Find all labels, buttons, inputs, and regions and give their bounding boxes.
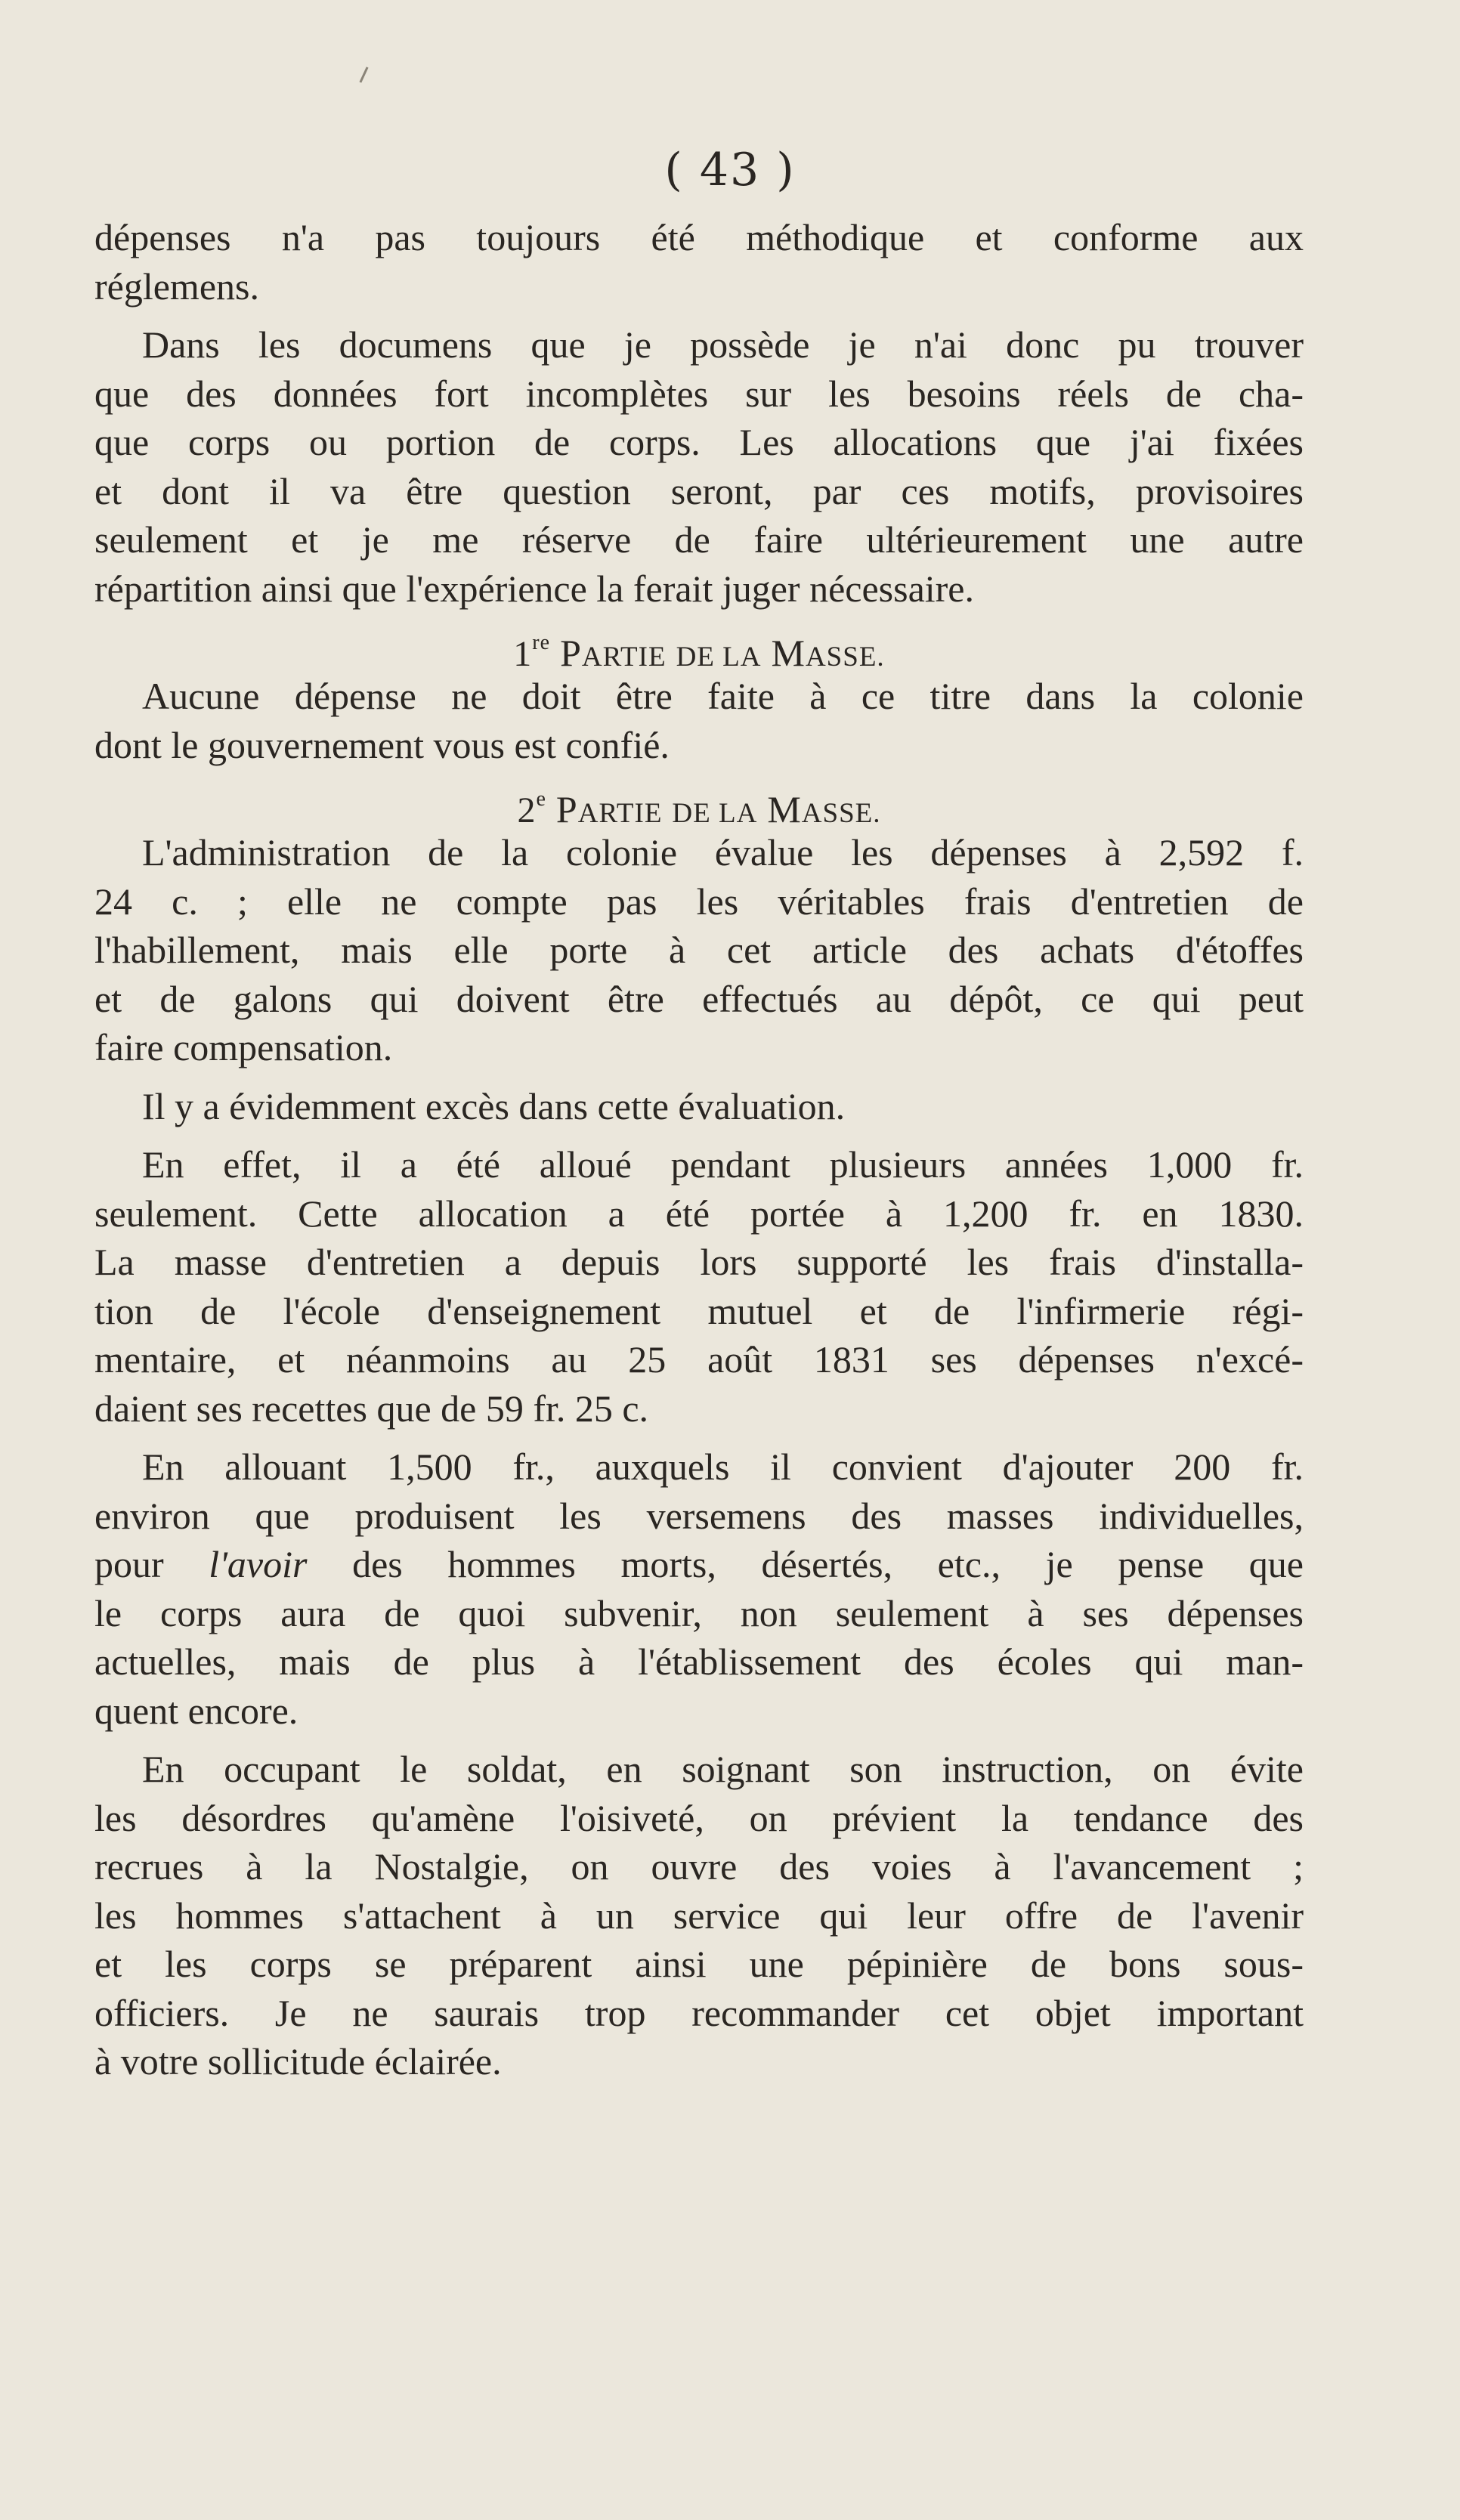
text-line: 24 c. ; elle ne compte pas les véritables frais d'entretien de bbox=[94, 880, 1304, 923]
heading-number: 1 bbox=[513, 634, 533, 674]
section-heading: 2e PARTIE DE LA MASSE. bbox=[517, 787, 881, 830]
paragraph bbox=[94, 213, 1304, 311]
text-line: et dont il va être question seront, par ces motifs, provisoires bbox=[94, 469, 1304, 512]
text-line: La masse d'entretien a depuis lors supporté les frais d'installa- bbox=[94, 1241, 1304, 1283]
text-line: seulement et je me réserve de faire ultérieurement une autre bbox=[94, 518, 1304, 561]
text-line: recrues à la Nostalgie, on ouvre des voies à l'avancement ; bbox=[94, 1845, 1304, 1888]
text-line: le corps aura de quoi subvenir, non seulement à ses dépenses bbox=[94, 1591, 1304, 1634]
text-line: officiers. Je ne saurais trop recommander cet objet important bbox=[94, 1991, 1304, 2034]
text-line: En occupant le soldat, en soignant son instruction, on évite bbox=[142, 1748, 1304, 1790]
text-line: et les corps se préparent ainsi une pépinière de bons sous- bbox=[94, 1943, 1304, 1985]
text-line: que des données fort incomplètes sur les besoins réels de cha- bbox=[94, 372, 1304, 415]
text-line: faire compensation. bbox=[94, 1026, 393, 1068]
text-line: tion de l'école d'enseignement mutuel et de l'infirmerie régi- bbox=[94, 1289, 1304, 1332]
heading-superscript: e bbox=[536, 787, 546, 811]
paragraph bbox=[94, 828, 1304, 1072]
paragraph bbox=[94, 1745, 1304, 2086]
paragraph bbox=[94, 672, 1304, 769]
text-line: Il y a évidemment excès dans cette évaluation. bbox=[142, 1084, 846, 1127]
paragraph bbox=[94, 1442, 1304, 1735]
text-line: daient ses recettes que de 59 fr. 25 c. bbox=[94, 1387, 649, 1430]
text-line: En effet, il a été alloué pendant plusieurs années 1,000 fr. bbox=[142, 1143, 1304, 1186]
text-line: que corps ou portion de corps. Les allocations que j'ai fixées bbox=[94, 421, 1304, 463]
paragraph bbox=[94, 1140, 1304, 1433]
text-line: actuelles, mais de plus à l'établissement des écoles qui man- bbox=[94, 1640, 1304, 1683]
section-heading: 1re PARTIE DE LA MASSE. bbox=[513, 631, 885, 674]
heading-superscript: re bbox=[532, 631, 551, 654]
text-line: Aucune dépense ne doit être faite à ce titre dans la colonie bbox=[142, 675, 1304, 717]
italic-term: l'avoir bbox=[209, 1543, 308, 1585]
text-line: répartition ainsi que l'expérience la ferait juger nécessaire. bbox=[94, 567, 974, 610]
text-line: l'habillement, mais elle porte à cet article des achats d'étoffes bbox=[94, 929, 1304, 971]
text-line: En allouant 1,500 fr., auxquels il convient d'ajouter 200 fr. bbox=[142, 1446, 1304, 1488]
text-line: pour l'avoir des hommes morts, désertés, etc., je pense que bbox=[94, 1543, 1304, 1585]
ink-mark bbox=[359, 66, 368, 82]
text-line: L'administration de la colonie évalue les dépenses à 2,592 f. bbox=[142, 831, 1304, 873]
heading-number: 2 bbox=[517, 790, 537, 830]
text-line: dépenses n'a pas toujours été méthodique et conforme aux bbox=[94, 216, 1304, 258]
text-line: Dans les documens que je possède je n'ai donc pu trouver bbox=[142, 323, 1304, 366]
text-line: les désordres qu'amène l'oisiveté, on prévient la tendance des bbox=[94, 1796, 1304, 1839]
paragraph bbox=[94, 320, 1304, 613]
text-line: dont le gouvernement vous est confié. bbox=[94, 723, 670, 766]
body-text bbox=[94, 213, 1304, 2086]
text-line: réglemens. bbox=[94, 264, 259, 308]
text-line: à votre sollicitude éclairée. bbox=[94, 2040, 502, 2082]
text-line: quent encore. bbox=[94, 1689, 298, 1732]
text-line: mentaire, et néanmoins au 25 août 1831 ses dépenses n'excé- bbox=[94, 1338, 1304, 1381]
page-number: ( 43 ) bbox=[664, 144, 796, 196]
paragraph bbox=[94, 1082, 1304, 1131]
text-line: et de galons qui doivent être effectués au dépôt, ce qui peut bbox=[94, 977, 1304, 1020]
text-line: seulement. Cette allocation a été portée à 1,200 fr. en 1830. bbox=[94, 1192, 1304, 1235]
text-line: les hommes s'attachent à un service qui leur offre de l'avenir bbox=[94, 1894, 1304, 1937]
text-line: environ que produisent les versemens des masses individuelles, bbox=[94, 1494, 1304, 1537]
